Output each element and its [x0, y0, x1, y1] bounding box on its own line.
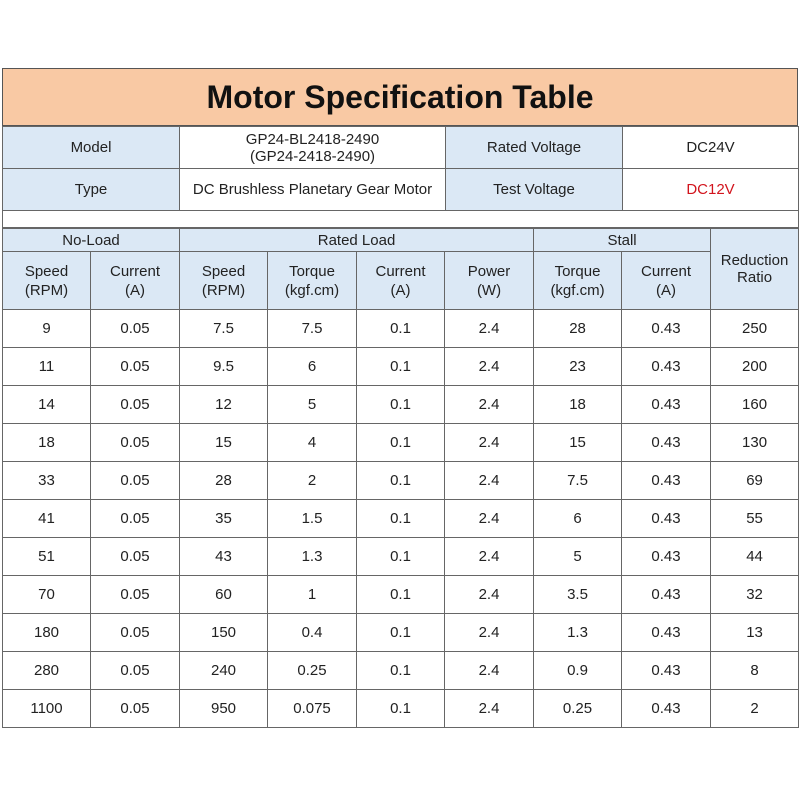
type-label: Type — [3, 169, 180, 211]
table-cell: 4 — [268, 424, 357, 462]
spec-sheet — [2, 68, 798, 728]
table-row — [3, 690, 799, 728]
table-cell: 2.4 — [445, 462, 534, 500]
table-cell: 9.5 — [180, 348, 268, 386]
table-cell: 7.5 — [534, 462, 622, 500]
table-cell: 1.5 — [268, 500, 357, 538]
table-cell: 0.05 — [91, 462, 180, 500]
table-cell: 0.25 — [268, 652, 357, 690]
group-header-row — [3, 229, 799, 252]
table-cell: 0.43 — [622, 348, 711, 386]
table-cell: 2.4 — [445, 500, 534, 538]
table-cell: 51 — [3, 538, 91, 576]
table-cell: 69 — [711, 462, 799, 500]
table-row — [3, 424, 799, 462]
spacer-cell — [3, 211, 799, 228]
rated-voltage-label: Rated Voltage — [446, 127, 623, 169]
table-cell: 60 — [180, 576, 268, 614]
table-row — [3, 538, 799, 576]
sub-header-line: (A) — [390, 281, 411, 299]
reduction-line2: Ratio — [737, 269, 773, 286]
table-cell: 12 — [180, 386, 268, 424]
table-cell: 1 — [268, 576, 357, 614]
table-cell: 2.4 — [445, 690, 534, 728]
table-cell: 55 — [711, 500, 799, 538]
sub-header-line: Speed — [201, 262, 246, 280]
table-cell: 32 — [711, 576, 799, 614]
sub-header-line: (kgf.cm) — [284, 281, 340, 299]
sub-header-1 — [91, 252, 180, 310]
table-cell: 7.5 — [180, 310, 268, 348]
table-cell: 240 — [180, 652, 268, 690]
table-cell: 0.075 — [268, 690, 357, 728]
sub-header-line: Power — [467, 262, 511, 280]
table-row — [3, 348, 799, 386]
table-cell: 2.4 — [445, 348, 534, 386]
table-cell: 18 — [3, 424, 91, 462]
table-cell: 0.43 — [622, 310, 711, 348]
table-cell: 2.4 — [445, 538, 534, 576]
sub-header-7 — [622, 252, 711, 310]
group-stall: Stall — [534, 229, 711, 252]
table-cell: 3.5 — [534, 576, 622, 614]
table-cell: 2 — [268, 462, 357, 500]
table-cell: 0.9 — [534, 652, 622, 690]
reduction-line1: Reduction — [720, 252, 789, 269]
table-cell: 0.05 — [91, 576, 180, 614]
table-cell: 43 — [180, 538, 268, 576]
model-value-line2: (GP24-2418-2490) — [249, 147, 376, 165]
sub-header-4 — [357, 252, 445, 310]
table-cell: 33 — [3, 462, 91, 500]
table-cell: 250 — [711, 310, 799, 348]
table-cell: 9 — [3, 310, 91, 348]
spec-table — [2, 228, 799, 728]
table-cell: 150 — [180, 614, 268, 652]
table-cell: 0.05 — [91, 424, 180, 462]
sub-header-line: Torque — [554, 262, 601, 280]
table-cell: 2.4 — [445, 386, 534, 424]
table-cell: 0.05 — [91, 310, 180, 348]
table-cell: 70 — [3, 576, 91, 614]
sub-header-line: Speed — [24, 262, 69, 280]
table-cell: 0.1 — [357, 576, 445, 614]
group-reduction-ratio — [711, 229, 799, 310]
table-cell: 15 — [180, 424, 268, 462]
table-cell: 160 — [711, 386, 799, 424]
type-row — [3, 169, 799, 211]
table-cell: 0.43 — [622, 614, 711, 652]
table-cell: 130 — [711, 424, 799, 462]
table-row — [3, 386, 799, 424]
table-cell: 23 — [534, 348, 622, 386]
table-cell: 2.4 — [445, 576, 534, 614]
table-cell: 0.05 — [91, 500, 180, 538]
table-cell: 28 — [180, 462, 268, 500]
table-cell: 11 — [3, 348, 91, 386]
model-value — [180, 127, 446, 169]
table-cell: 0.1 — [357, 424, 445, 462]
sub-header-line: Current — [641, 262, 692, 280]
table-cell: 950 — [180, 690, 268, 728]
test-voltage-value: DC12V — [623, 169, 799, 211]
table-cell: 2 — [711, 690, 799, 728]
table-cell: 0.05 — [91, 538, 180, 576]
table-cell: 200 — [711, 348, 799, 386]
table-cell: 0.4 — [268, 614, 357, 652]
table-row — [3, 614, 799, 652]
table-cell: 0.1 — [357, 386, 445, 424]
rated-voltage-value: DC24V — [623, 127, 799, 169]
sub-header-0 — [3, 252, 91, 310]
sub-header-line: (RPM) — [201, 281, 246, 299]
sub-header-line: (W) — [476, 281, 502, 299]
sub-header-line: (kgf.cm) — [550, 281, 605, 299]
table-cell: 0.43 — [622, 538, 711, 576]
sub-header-line: Current — [375, 262, 426, 280]
table-cell: 35 — [180, 500, 268, 538]
table-cell: 28 — [534, 310, 622, 348]
table-cell: 15 — [534, 424, 622, 462]
table-cell: 0.1 — [357, 538, 445, 576]
table-cell: 6 — [268, 348, 357, 386]
table-cell: 0.1 — [357, 652, 445, 690]
table-cell: 0.1 — [357, 690, 445, 728]
table-cell: 5 — [534, 538, 622, 576]
table-cell: 0.1 — [357, 462, 445, 500]
sub-header-line: Current — [109, 262, 161, 280]
table-cell: 6 — [534, 500, 622, 538]
group-no-load: No-Load — [3, 229, 180, 252]
table-cell: 18 — [534, 386, 622, 424]
table-row — [3, 462, 799, 500]
model-row — [3, 127, 799, 169]
sub-header-line: (RPM) — [24, 281, 69, 299]
table-cell: 41 — [3, 500, 91, 538]
table-cell: 5 — [268, 386, 357, 424]
table-cell: 0.1 — [357, 348, 445, 386]
table-cell: 280 — [3, 652, 91, 690]
group-rated-load: Rated Load — [180, 229, 534, 252]
model-value-line1: GP24-BL2418-2490 — [245, 130, 380, 148]
sub-header-row — [3, 252, 799, 310]
table-cell: 0.43 — [622, 690, 711, 728]
type-value: DC Brushless Planetary Gear Motor — [180, 169, 446, 211]
table-cell: 0.43 — [622, 576, 711, 614]
table-cell: 13 — [711, 614, 799, 652]
table-cell: 44 — [711, 538, 799, 576]
sub-header-2 — [180, 252, 268, 310]
table-cell: 0.43 — [622, 424, 711, 462]
table-cell: 0.25 — [534, 690, 622, 728]
table-row — [3, 500, 799, 538]
table-row — [3, 652, 799, 690]
sub-header-line: (A) — [125, 281, 145, 299]
table-cell: 8 — [711, 652, 799, 690]
table-cell: 0.43 — [622, 386, 711, 424]
sub-header-line: (A) — [656, 281, 677, 299]
table-cell: 2.4 — [445, 614, 534, 652]
table-cell: 180 — [3, 614, 91, 652]
sub-header-6 — [534, 252, 622, 310]
sub-header-5 — [445, 252, 534, 310]
table-cell: 0.05 — [91, 614, 180, 652]
info-table — [2, 126, 799, 228]
table-cell: 0.1 — [357, 500, 445, 538]
table-cell: 2.4 — [445, 652, 534, 690]
table-cell: 0.05 — [91, 386, 180, 424]
table-cell: 0.05 — [91, 652, 180, 690]
table-cell: 1.3 — [268, 538, 357, 576]
table-cell: 7.5 — [268, 310, 357, 348]
table-title: Motor Specification Table — [2, 68, 798, 126]
table-cell: 1.3 — [534, 614, 622, 652]
table-row — [3, 310, 799, 348]
table-cell: 14 — [3, 386, 91, 424]
table-cell: 0.43 — [622, 652, 711, 690]
sub-header-line: Torque — [289, 262, 335, 280]
table-cell: 0.1 — [357, 310, 445, 348]
sub-header-3 — [268, 252, 357, 310]
model-label: Model — [3, 127, 180, 169]
spec-rows — [3, 310, 799, 728]
table-cell: 1100 — [3, 690, 91, 728]
table-cell: 2.4 — [445, 424, 534, 462]
table-cell: 0.43 — [622, 500, 711, 538]
table-cell: 0.1 — [357, 614, 445, 652]
table-row — [3, 576, 799, 614]
spacer-row — [3, 211, 799, 228]
test-voltage-label: Test Voltage — [446, 169, 623, 211]
table-cell: 2.4 — [445, 310, 534, 348]
table-cell: 0.05 — [91, 690, 180, 728]
table-cell: 0.05 — [91, 348, 180, 386]
table-cell: 0.43 — [622, 462, 711, 500]
